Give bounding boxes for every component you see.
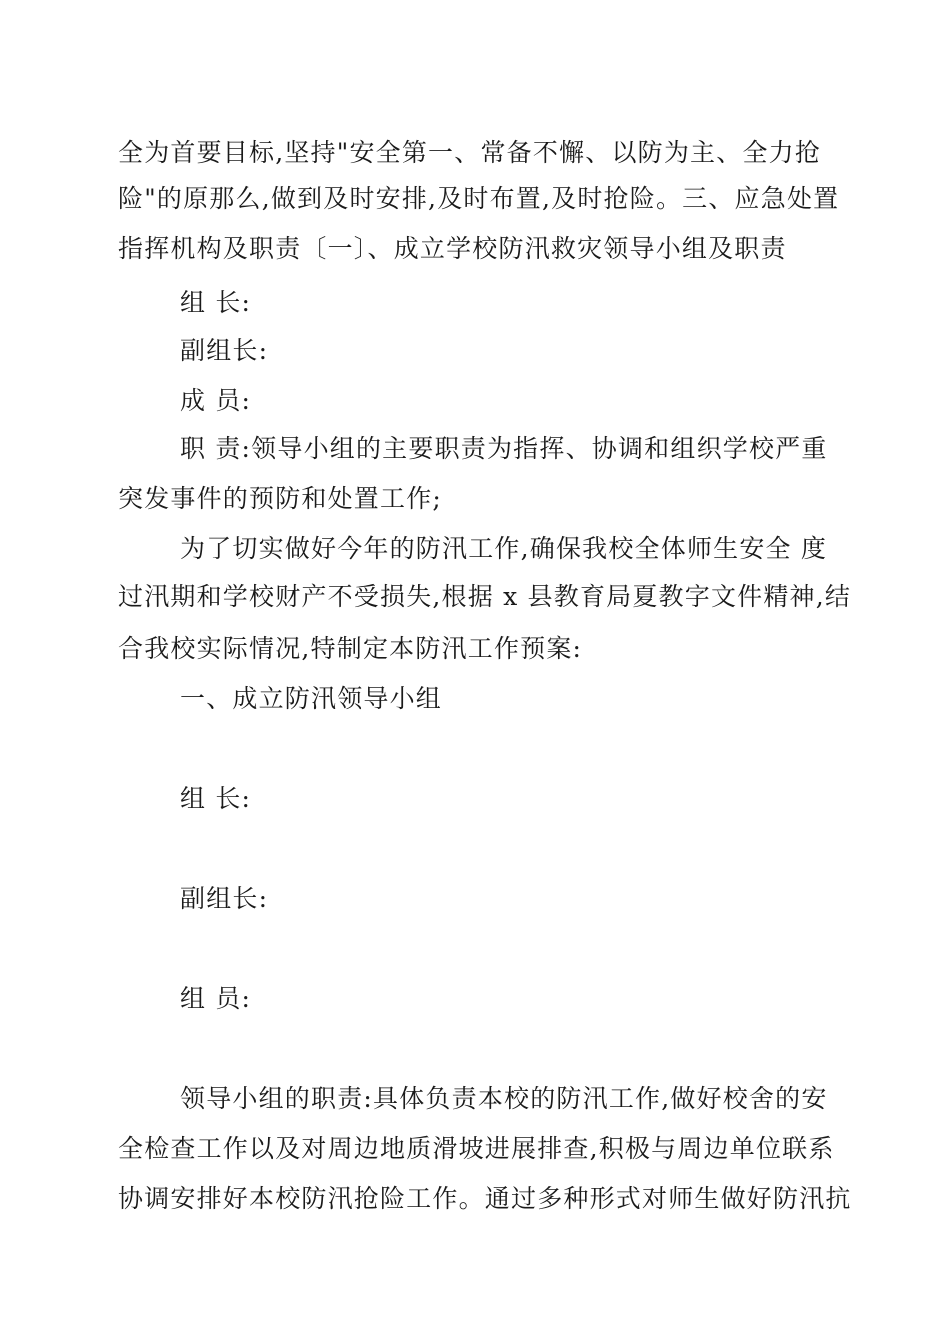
text-line: 全为首要目标,坚持"安全第一、常备不懈、以防为主、全力抢 [118,138,822,167]
leader-label: 组 长: [180,784,252,813]
member-label: 组 员: [180,984,252,1013]
text-line: 险"的原那么,做到及时安排,及时布置,及时抢险。三、应急处置 [118,184,840,213]
text-line: 全检查工作以及对周边地质滑坡进展排查,积极与周边单位联系 [118,1134,835,1163]
text-line: 突发事件的预防和处置工作; [118,484,443,513]
leader-label: 组 长: [180,288,252,317]
duties-paragraph: 领导小组的职责:具体负责本校的防汛工作,做好校舍的安 [180,1084,828,1113]
member-label: 成 员: [180,386,252,415]
intro-paragraph: 为了切实做好今年的防汛工作,确保我校全体师生安全 度 [180,534,828,563]
text-line: 过汛期和学校财产不受损失,根据 x 县教育局夏教字文件精神,结 [118,582,852,611]
text-line: 合我校实际情况,特制定本防汛工作预案: [118,634,583,663]
section-heading: 一、成立防汛领导小组 [180,684,443,713]
text-line: 指挥机构及职责〔一〕、成立学校防汛救灾领导小组及职责 [118,234,787,263]
text-line: 协调安排好本校防汛抢险工作。通过多种形式对师生做好防汛抗 [118,1184,852,1213]
duty-paragraph: 职 责:领导小组的主要职责为指挥、协调和组织学校严重 [180,434,828,463]
deputy-leader-label: 副组长: [180,884,269,913]
deputy-leader-label: 副组长: [180,336,269,365]
